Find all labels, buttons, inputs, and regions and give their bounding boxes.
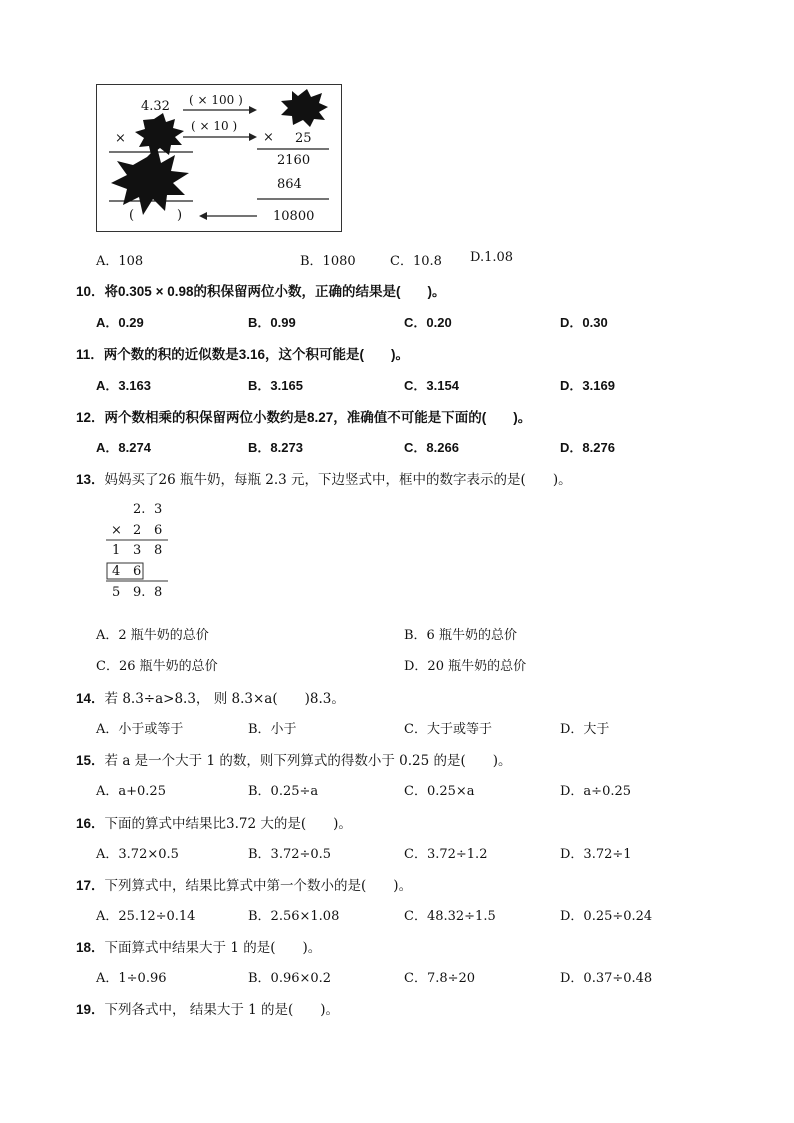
question-13 bbox=[76, 468, 572, 488]
calc-digit: 2 bbox=[133, 523, 142, 538]
question-number: 13． bbox=[76, 472, 105, 487]
q17-option-b[interactable]: B．2.56×1.08 bbox=[248, 909, 340, 924]
q15-option-c[interactable]: C．0.25×a bbox=[404, 784, 475, 799]
starburst-3 bbox=[111, 147, 189, 215]
question-number: 10． bbox=[76, 284, 105, 299]
q16-option-d[interactable]: D．3.72÷1 bbox=[560, 847, 632, 862]
q11-option-d[interactable]: D．3.169 bbox=[560, 378, 615, 393]
q11-option-a[interactable]: A．3.163 bbox=[96, 378, 151, 393]
calc-boxed-digit: 6 bbox=[133, 564, 142, 579]
question-11 bbox=[76, 343, 409, 363]
question-19 bbox=[76, 998, 339, 1018]
q12-option-d[interactable]: D．8.276 bbox=[560, 440, 615, 455]
question-number: 11． bbox=[76, 347, 104, 362]
question-stem: 若 8.3÷a>8.3， 则 8.3×a( )8.3。 bbox=[104, 691, 345, 707]
q18-option-a[interactable]: A．1÷0.96 bbox=[96, 971, 167, 986]
question-stem: 若 a 是一个大于 1 的数，则下列算式的得数小于 0.25 的是( )。 bbox=[104, 753, 512, 769]
q11-option-b[interactable]: B．3.165 bbox=[248, 378, 303, 393]
q18-option-d[interactable]: D．0.37÷0.48 bbox=[560, 971, 653, 986]
question-15 bbox=[76, 749, 512, 769]
q14-option-d[interactable]: D．大于 bbox=[560, 722, 610, 737]
q16-option-c[interactable]: C．3.72÷1.2 bbox=[404, 847, 488, 862]
q10-option-d[interactable]: D．0.30 bbox=[560, 315, 608, 330]
q9-label-x100: ( × 100 ) bbox=[189, 93, 243, 107]
calc-digit: 3 bbox=[154, 502, 163, 517]
question-number: 17． bbox=[76, 878, 105, 893]
q9-times-left: × bbox=[115, 131, 126, 146]
question-stem: 两个数的积的近似数是3.16，这个积可能是( )。 bbox=[103, 347, 410, 362]
q9-figure bbox=[96, 84, 342, 232]
q18-option-b[interactable]: B．0.96×0.2 bbox=[248, 971, 332, 986]
q9-label-x10: ( × 10 ) bbox=[191, 119, 238, 133]
q11-option-c[interactable]: C．3.154 bbox=[404, 378, 459, 393]
q13-option-d[interactable]: D．20 瓶牛奶的总价 bbox=[404, 659, 527, 674]
q14-option-b[interactable]: B．小于 bbox=[248, 722, 297, 737]
q13-option-a[interactable]: A．2 瓶牛奶的总价 bbox=[96, 628, 209, 643]
q9-partial-1: 2160 bbox=[277, 153, 311, 168]
q10-option-c[interactable]: C．0.20 bbox=[404, 315, 452, 330]
q15-option-a[interactable]: A．a+0.25 bbox=[96, 784, 166, 799]
q14-option-c[interactable]: C．大于或等于 bbox=[404, 722, 492, 737]
starburst-1 bbox=[281, 89, 328, 127]
question-16 bbox=[76, 812, 352, 832]
calc-digit: 8 bbox=[154, 543, 163, 558]
q9-top-value: 4.32 bbox=[141, 99, 170, 114]
question-18 bbox=[76, 936, 321, 956]
question-stem: 两个数相乘的积保留两位小数约是8.27，准确值不可能是下面的( )。 bbox=[104, 410, 532, 425]
q9-partial-2: 864 bbox=[277, 177, 302, 192]
q15-option-d[interactable]: D．a÷0.25 bbox=[560, 784, 632, 799]
question-stem: 将0.305 × 0.98的积保留两位小数，正确的结果是( )。 bbox=[104, 284, 446, 299]
question-14 bbox=[76, 687, 345, 707]
question-number: 18． bbox=[76, 940, 105, 955]
q16-option-b[interactable]: B．3.72÷0.5 bbox=[248, 847, 332, 862]
q9-option-c[interactable]: C．10.8 bbox=[390, 254, 442, 269]
question-stem: 妈妈买了26 瓶牛奶，每瓶 2.3 元，下边竖式中，框中的数字表示的是( )。 bbox=[104, 472, 572, 488]
q17-option-d[interactable]: D．0.25÷0.24 bbox=[560, 909, 653, 924]
calc-digit: 8 bbox=[154, 585, 163, 600]
starburst-2 bbox=[135, 113, 184, 155]
q16-option-a[interactable]: A．3.72×0.5 bbox=[96, 847, 179, 862]
q17-option-c[interactable]: C．48.32÷1.5 bbox=[404, 909, 496, 924]
calc-digit: 5 bbox=[112, 585, 121, 600]
question-stem: 下面算式中结果大于 1 的是( )。 bbox=[104, 940, 322, 956]
question-number: 12． bbox=[76, 410, 105, 425]
q12-option-a[interactable]: A．8.274 bbox=[96, 440, 151, 455]
q9-right-25: 25 bbox=[295, 131, 312, 146]
q12-option-b[interactable]: B．8.273 bbox=[248, 440, 303, 455]
question-10 bbox=[76, 280, 445, 300]
q13-option-c[interactable]: C．26 瓶牛奶的总价 bbox=[96, 659, 218, 674]
q12-option-c[interactable]: C．8.266 bbox=[404, 440, 459, 455]
q18-option-c[interactable]: C．7.8÷20 bbox=[404, 971, 476, 986]
question-number: 16． bbox=[76, 816, 105, 831]
q15-option-b[interactable]: B．0.25÷a bbox=[248, 784, 319, 799]
question-17 bbox=[76, 874, 412, 894]
q10-option-a[interactable]: A．0.29 bbox=[96, 315, 144, 330]
question-stem: 下列各式中， 结果大于 1 的是( )。 bbox=[104, 1002, 340, 1018]
q9-result: 10800 bbox=[273, 209, 315, 224]
calc-times-sign: × bbox=[111, 523, 122, 538]
calc-digit: 1 bbox=[112, 543, 121, 558]
q9-option-b[interactable]: B．1080 bbox=[300, 254, 356, 269]
q9-blank-paren-right: ) bbox=[177, 208, 183, 223]
q14-option-a[interactable]: A．小于或等于 bbox=[96, 722, 184, 737]
question-stem: 下列算式中，结果比算式中第一个数小的是( )。 bbox=[104, 878, 413, 894]
calc-digit: 2. bbox=[133, 502, 146, 517]
calc-digit: 9. bbox=[133, 585, 146, 600]
question-12 bbox=[76, 406, 531, 426]
question-stem: 下面的算式中结果比3.72 大的是( )。 bbox=[104, 816, 352, 832]
q9-option-a[interactable]: A．108 bbox=[96, 254, 144, 269]
question-number: 19． bbox=[76, 1002, 105, 1017]
question-number: 15． bbox=[76, 753, 105, 768]
q10-option-b[interactable]: B．0.99 bbox=[248, 315, 296, 330]
q13-vertical-calc bbox=[104, 500, 174, 610]
calc-digit: 3 bbox=[133, 543, 142, 558]
calc-boxed-digit: 4 bbox=[112, 564, 121, 579]
question-number: 14． bbox=[76, 691, 105, 706]
q13-option-b[interactable]: B．6 瓶牛奶的总价 bbox=[404, 628, 517, 643]
q9-option-d[interactable]: D.1.08 bbox=[470, 250, 514, 265]
q9-times-right: × bbox=[263, 130, 274, 145]
q9-blank-paren-left: ( bbox=[129, 208, 135, 223]
q17-option-a[interactable]: A．25.12÷0.14 bbox=[96, 909, 196, 924]
calc-digit: 6 bbox=[154, 523, 163, 538]
